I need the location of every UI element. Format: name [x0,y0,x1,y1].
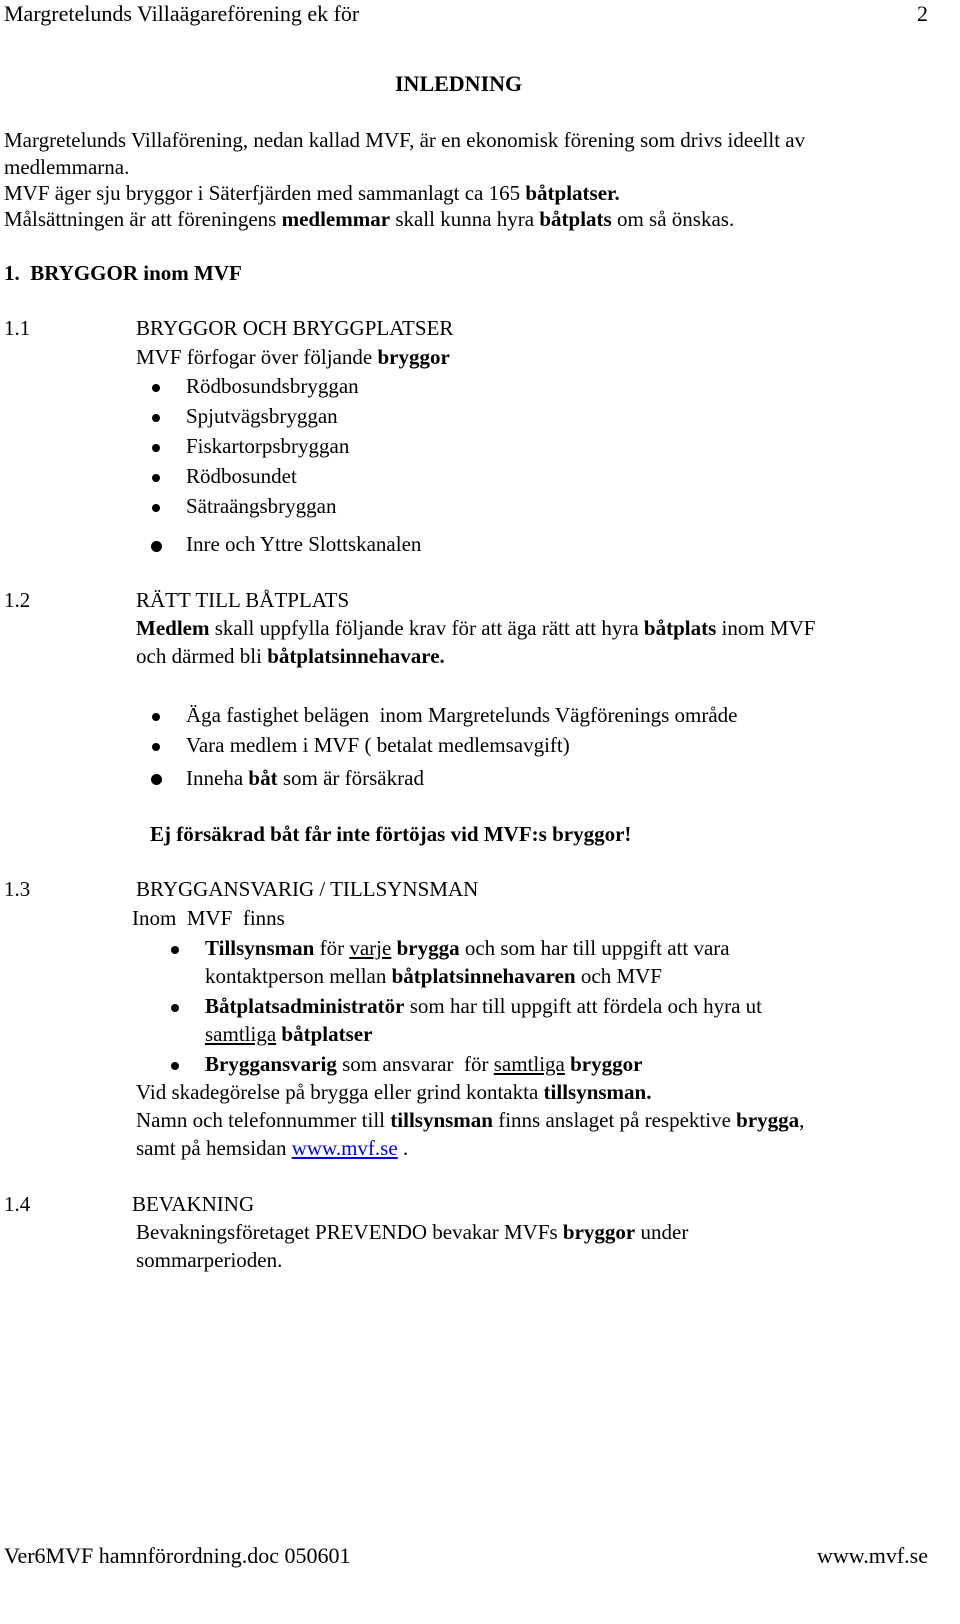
intro-heading: INLEDNING [395,71,523,96]
section-1-1-number: 1.1 [4,316,31,340]
intro-line-3: MVF äger sju bryggor i Säterfjärden med sammanlagt ca 165 båtplatser. [4,181,620,205]
role-item-administrator-cont: samtliga båtplatser [205,1022,373,1046]
list-item: Spjutvägsbryggan [186,404,338,428]
section-1-4-title: BEVAKNING [132,1192,255,1216]
page-number: 2 [917,1,928,26]
section-1-4-para-2: sommarperioden. [136,1248,283,1272]
list-item: Fiskartorpsbryggan [186,434,350,458]
intro-line-4: Målsättningen är att föreningens medlemmar skall kunna hyra båtplats om så önskas. [4,207,735,231]
bullet-icon [152,713,160,721]
bullet-icon [152,414,160,422]
footer-website: www.mvf.se [817,1543,928,1568]
section-1-2-title: RÄTT TILL BÅTPLATS [136,588,350,612]
bullet-icon [152,504,160,512]
section-1-1-title: BRYGGOR OCH BRYGGPLATSER [136,316,454,340]
bullet-icon [171,1004,179,1012]
page-header-title: Margretelunds Villaägareförening ek för [4,1,360,26]
section-1-2-number: 1.2 [4,588,31,612]
bullet-icon [152,743,160,751]
list-item: Äga fastighet belägen inom Margretelunds Vägförenings område [186,703,738,727]
role-item-administrator: Båtplatsadministratör som har till uppgift att fördela och hyra ut [205,994,762,1018]
section-1-3-title: BRYGGANSVARIG / TILLSYNSMAN [136,877,479,901]
section-1-3-para-1: Vid skadegörelse på brygga eller grind kontakta tillsynsman. [136,1080,652,1104]
list-item: Sätraängsbryggan [186,494,337,518]
bullet-icon [151,541,162,552]
bullet-icon [152,384,160,392]
list-item: Inneha båt som är försäkrad [186,766,424,790]
bullet-icon [171,1062,179,1070]
intro-line-2: medlemmarna. [4,155,130,179]
section-1-4-para-1: Bevakningsföretaget PREVENDO bevakar MVFs bryggor under [136,1220,689,1244]
section-1-1-lead: MVF förfogar över följande bryggor [136,345,450,369]
role-item-supervisor: Tillsynsman för varje brygga och som har till uppgift att vara [205,936,730,960]
section-1-2-para-1: Medlem skall uppfylla följande krav för att äga rätt att hyra båtplats inom MVF [136,616,816,640]
bullet-icon [151,774,162,785]
section-1-4-number: 1.4 [4,1192,31,1216]
role-item-supervisor-cont: kontaktperson mellan båtplatsinnehavaren och MVF [205,964,662,988]
section-1-3-para-2: Namn och telefonnummer till tillsynsman finns anslaget på respektive brygga, [136,1108,805,1132]
section-1-heading: 1. BRYGGOR inom MVF [4,261,242,285]
list-item: Inre och Yttre Slottskanalen [186,532,422,556]
section-1-3-number: 1.3 [4,877,31,901]
section-1-2-para-2: och därmed bli båtplatsinnehavare. [136,644,445,668]
section-1-3-lead: Inom MVF finns [132,906,285,930]
footer-filename: Ver6MVF hamnförordning.doc 050601 [4,1543,351,1568]
intro-line-1: Margretelunds Villaförening, nedan kallad MVF, är en ekonomisk förening som drivs ideellt av [4,128,806,152]
list-item: Rödbosundsbryggan [186,374,359,398]
role-item-dock-responsible: Bryggansvarig som ansvarar för samtliga bryggor [205,1052,643,1076]
list-item: Rödbosundet [186,464,297,488]
bullet-icon [152,444,160,452]
section-1-3-para-3: samt på hemsidan www.mvf.se . [136,1136,409,1160]
website-link[interactable]: www.mvf.se [291,1136,398,1160]
bullet-icon [152,474,160,482]
bullet-icon [171,946,179,954]
insurance-warning: Ej försäkrad båt får inte förtöjas vid MVF:s bryggor! [150,822,632,846]
list-item: Vara medlem i MVF ( betalat medlemsavgift) [186,733,570,757]
